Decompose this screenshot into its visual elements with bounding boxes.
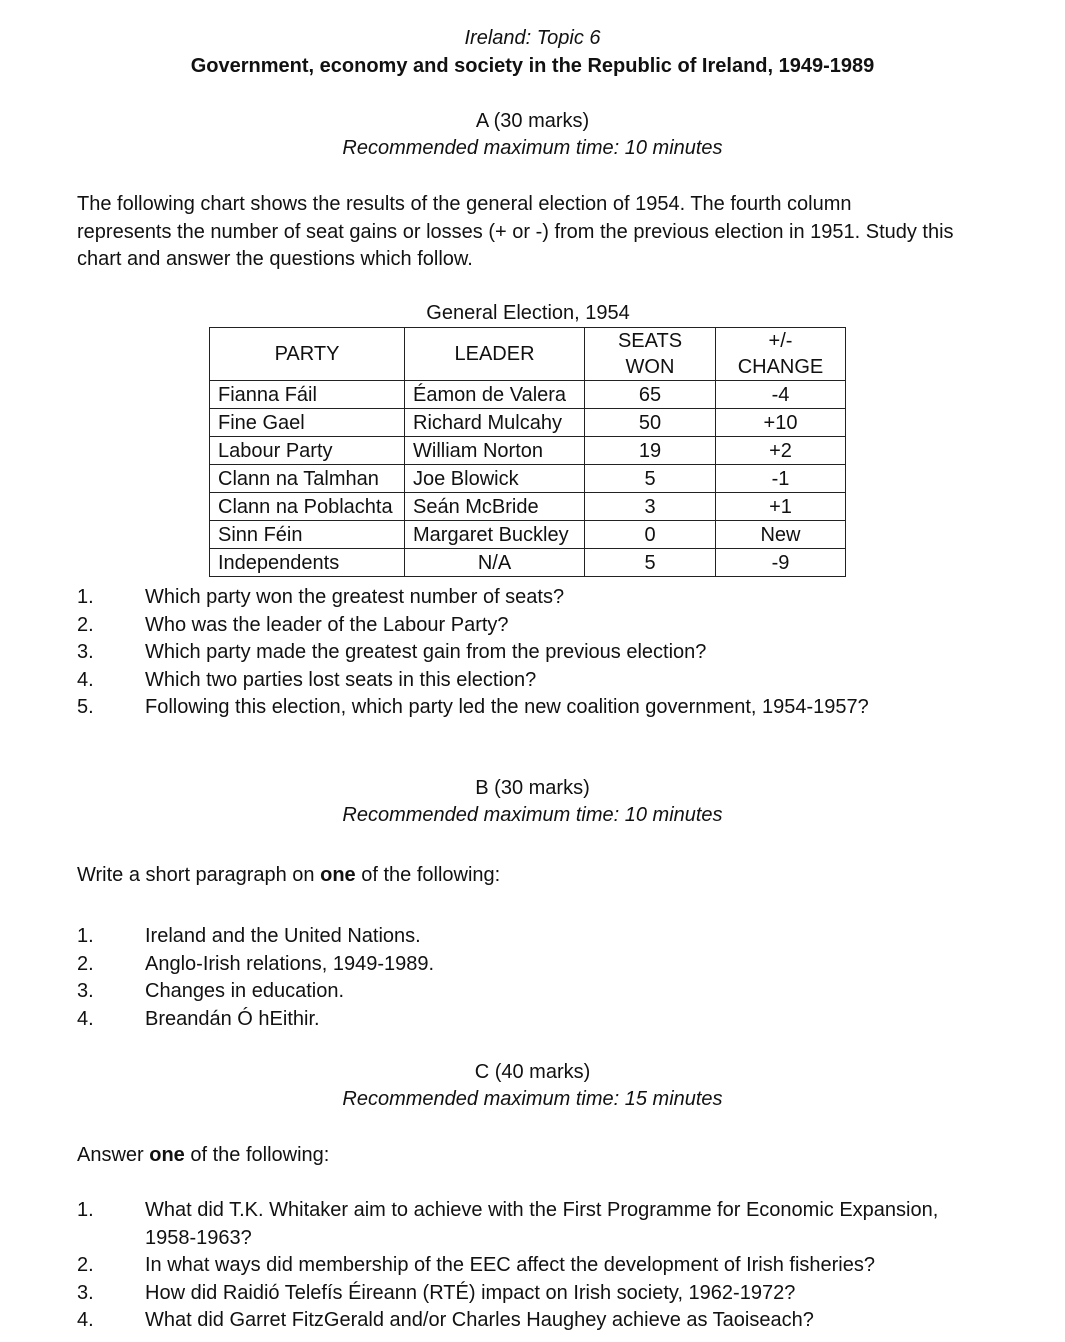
question-number: 1.: [77, 586, 94, 608]
section-a-heading: A (30 marks): [475, 110, 590, 132]
table-caption: General Election, 1954: [426, 302, 630, 324]
question-number: 5.: [77, 696, 94, 718]
question-number: 1.: [77, 1199, 94, 1221]
question-number: 1.: [77, 925, 94, 947]
cell-leader: N/A: [405, 549, 585, 577]
instruction-text: Write a short paragraph on: [77, 864, 321, 886]
question-number: 3.: [77, 641, 94, 663]
question-number: 4.: [77, 1007, 94, 1030]
question-text: What did T.K. Whitaker aim to achieve with the First Programme for Economic Expansion, 1958-1963?: [145, 1199, 939, 1249]
question-number: 3.: [77, 980, 94, 1002]
table-row: [210, 437, 846, 465]
question-item: [77, 612, 1017, 640]
cell-leader: William Norton: [405, 437, 585, 465]
question-item: [77, 584, 1017, 612]
cell-leader: Margaret Buckley: [405, 521, 585, 549]
table-row: [210, 493, 846, 521]
table-row: [210, 381, 846, 409]
section-c-instruction: [77, 1142, 997, 1170]
section-a-questions: [77, 584, 1017, 722]
question-text: Following this election, which party led the new coalition government, 1954-1957?: [145, 696, 869, 718]
cell-change: +10: [716, 409, 846, 437]
election-results-table: [209, 327, 846, 577]
cell-leader: Joe Blowick: [405, 465, 585, 493]
cell-seats: 5: [585, 465, 716, 493]
question-item: [77, 1307, 977, 1335]
question-text: Which party made the greatest gain from the previous election?: [145, 641, 707, 663]
instruction-text: of the following:: [355, 864, 501, 886]
cell-seats: 50: [585, 409, 716, 437]
cell-party: Labour Party: [210, 437, 405, 465]
question-item: [77, 667, 1017, 695]
question-text: Who was the leader of the Labour Party?: [145, 613, 509, 636]
section-b-instruction: [77, 862, 997, 890]
cell-seats: 0: [585, 521, 716, 549]
page-title: Government, economy and society in the Republic of Ireland, 1949-1989: [190, 55, 875, 77]
cell-party: Fine Gael: [210, 409, 405, 437]
instruction-text: Answer: [77, 1144, 150, 1166]
section-b-time: Recommended maximum time: 10 minutes: [342, 804, 723, 826]
question-text: Changes in education.: [145, 980, 345, 1002]
question-text: Anglo-Irish relations, 1949-1989.: [145, 952, 435, 975]
question-number: 2.: [77, 613, 94, 636]
section-b-questions: [77, 923, 1017, 1033]
question-number: 4.: [77, 1309, 94, 1331]
section-b-heading: B (30 marks): [475, 777, 590, 799]
cell-seats: 65: [585, 381, 716, 409]
section-c-questions: [77, 1197, 977, 1335]
cell-change: +2: [716, 437, 846, 465]
question-number: 2.: [77, 1254, 94, 1276]
intro-line: chart and answer the questions which follow.: [77, 248, 473, 270]
question-item: [77, 1197, 977, 1252]
cell-party: Fianna Fáil: [210, 381, 405, 409]
question-item: [77, 694, 1017, 722]
cell-change: New: [716, 521, 846, 549]
question-item: [77, 923, 1017, 951]
cell-seats: 5: [585, 549, 716, 577]
question-text: Which party won the greatest number of seats?: [145, 586, 565, 608]
question-item: [77, 1006, 1017, 1034]
question-number: 2.: [77, 952, 94, 975]
intro-line: The following chart shows the results of the general election of 1954. The fourth column: [77, 193, 852, 215]
instruction-text: of the following:: [184, 1144, 330, 1166]
instruction-emphasis: one: [149, 1144, 185, 1166]
table-header-row: [210, 328, 846, 381]
question-item: [77, 1280, 977, 1308]
cell-change: +1: [716, 493, 846, 521]
table-row: [210, 465, 846, 493]
section-c-time: Recommended maximum time: 15 minutes: [342, 1088, 723, 1110]
header-party: PARTY: [210, 328, 405, 381]
cell-leader: Richard Mulcahy: [405, 409, 585, 437]
cell-change: -1: [716, 465, 846, 493]
question-item: [77, 1252, 977, 1280]
table-row: [210, 521, 846, 549]
intro-line: represents the number of seat gains or losses (+ or -) from the previous election in 1951. Study this: [77, 220, 954, 243]
cell-party: Independents: [210, 549, 405, 577]
topic-label: Ireland: Topic 6: [464, 27, 601, 49]
question-text: Which two parties lost seats in this election?: [145, 668, 537, 691]
question-text: In what ways did membership of the EEC affect the development of Irish fisheries?: [145, 1254, 875, 1276]
question-number: 4.: [77, 668, 94, 691]
header-change: +/- CHANGE: [716, 328, 846, 381]
cell-party: Clann na Poblachta: [210, 493, 405, 521]
instruction-emphasis: one: [320, 864, 356, 886]
question-text: What did Garret FitzGerald and/or Charles Haughey achieve as Taoiseach?: [145, 1309, 814, 1331]
cell-seats: 3: [585, 493, 716, 521]
cell-leader: Seán McBride: [405, 493, 585, 521]
header-leader: LEADER: [405, 328, 585, 381]
question-item: [77, 978, 1017, 1006]
question-text: How did Raidió Telefís Éireann (RTÉ) impact on Irish society, 1962-1972?: [145, 1281, 796, 1304]
question-text: Ireland and the United Nations.: [145, 925, 421, 947]
question-number: 3.: [77, 1281, 94, 1304]
cell-party: Clann na Talmhan: [210, 465, 405, 493]
cell-leader: Éamon de Valera: [405, 381, 585, 409]
cell-party: Sinn Féin: [210, 521, 405, 549]
cell-change: -9: [716, 549, 846, 577]
question-item: [77, 951, 1017, 979]
table-row: [210, 409, 846, 437]
question-text: Breandán Ó hEithir.: [145, 1007, 320, 1030]
cell-change: -4: [716, 381, 846, 409]
section-c-heading: C (40 marks): [474, 1061, 591, 1083]
cell-seats: 19: [585, 437, 716, 465]
section-a-intro: [77, 191, 997, 274]
table-row: [210, 549, 846, 577]
question-item: [77, 639, 1017, 667]
header-seats-won: SEATS WON: [585, 328, 716, 381]
section-a-time: Recommended maximum time: 10 minutes: [342, 137, 723, 159]
